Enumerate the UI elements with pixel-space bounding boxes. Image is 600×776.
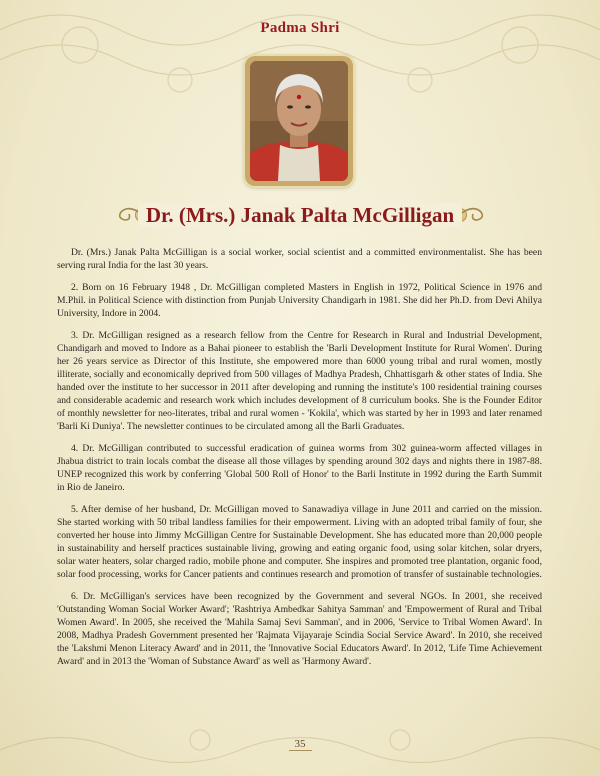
portrait-photo xyxy=(250,61,348,181)
paragraph-5: 5. After demise of her husband, Dr. McGilligan moved to Sanawadiya village in June 2011 and carried on the mission. She started working with 50 tribal landless families for their empowerment. Living with an adopted tribal family of four, she converted her house into Jimmy McGilligan Centre for Sustainable Development. She has educated more than 20,000 people in sustainability and herself practices sustainable living, growing and eating organic food, using solar kitchen, solar dryers, solar water heaters, solar charged radio, mobile phone and computer. She inspires and promoted tree plantation, organic food, solar food processing, works for Cancer patients and continues research and promotion of transfer of sustainable technologies. xyxy=(57,504,542,580)
paragraph-6: 6. Dr. McGilligan's services have been recognized by the Government and several NGOs. In 2001, she received 'Outstanding Woman Social Worker Award'; 'Rashtriya Ambedkar Sahitya Samman' and 'Empowerment of Rural and Tribal Women Award'. In 2005, she received the 'Mahila Samaj Sevi Samman', and in 2006, 'Service to Tribal Women Award'. In 2008, Madhya Pradesh Government presented her 'Rajmata Vijayaraje Scindia Social Service Award'. In 2010, she received the 'Lakshmi Menon Literacy Award' and in 2011, the 'Innovative Social Educators Award'. In 2012, 'Life Time Achievement Award' and in 2013 the 'Woman of Substance Award' as well as 'Harmony Award'. xyxy=(57,591,542,667)
paragraph-1: Dr. (Mrs.) Janak Palta McGilligan is a social worker, social scientist and a committed environmentalist. She has been serving rural India for the last 30 years. xyxy=(57,247,542,271)
biography-text xyxy=(57,246,542,677)
page-number: 35 xyxy=(289,738,312,751)
person-name: Dr. (Mrs.) Janak Palta McGilligan xyxy=(138,203,462,227)
paragraph-3: 3. Dr. McGilligan resigned as a research fellow from the Centre for Research in Rural and Industrial Development, Chandigarh and moved to Indore as a Bahai pioneer to establish the 'Barli Development Institute for Rural Women'. During her 26 years service as Director of this Institute, she empowered more than 6000 young tribal and rural women, mostly illiterate, socially and economically deprived from 500 villages of Madhya Pradesh, Chhattisgarh & other states of India. She handed over the institute to her successor in 2011 after developing and running the institute's 100 residential training courses and considerable academic and research work which includes development of 8 curriculum books. She is the Founder Editor of monthly newsletter for neo-literates, tribal and rural women - 'Kokila', which was started by her in 1993 and later renamed 'Barli Ki Duniya'. The newsletter continues to be circulated among all the Barli Graduates. xyxy=(57,330,542,432)
paragraph-4: 4. Dr. McGilligan contributed to successful eradication of guinea worms from 302 guinea-worm affected villages in Jhabua district to train locals combat the disease all those villages by spending around 302 days and nights there in 1987-88. UNEP recognized this work by conferring 'Global 500 Roll of Honor' to the Barli Institute in 1992 during the Earth Summit in Rio de Janeiro. xyxy=(57,443,542,493)
portrait-frame xyxy=(245,56,353,186)
person-name-heading xyxy=(0,200,600,230)
paragraph-2: 2. Born on 16 February 1948 , Dr. McGilligan completed Masters in English in 1972, Political Science in 1976 and M.Phil. in Political Science with distinction from Punjab University Chandigarh in 1981. She did her Ph.D. from Devi Ahilya University, Indore in 2004. xyxy=(57,282,542,319)
page-header-title: Padma Shri xyxy=(260,20,340,36)
page-footer xyxy=(0,734,600,752)
